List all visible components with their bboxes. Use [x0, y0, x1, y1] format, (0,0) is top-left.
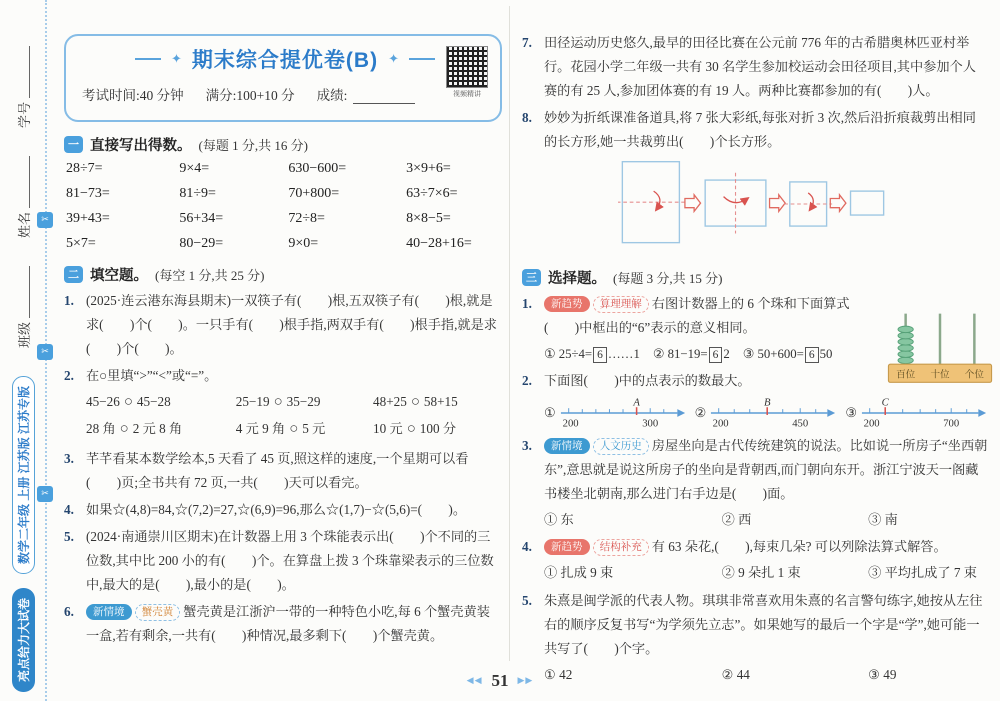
boxed-digit: 6	[593, 347, 607, 363]
topic-tag: 蟹壳黄	[135, 604, 181, 621]
new-context-tag: 新情境	[544, 438, 590, 454]
left-page-column	[64, 34, 502, 648]
item-text: (2025·连云港东海县期末)一双筷子有( )根,五双筷子有( )根,就是求( )个( )。一只手有( )根手指,两双手有( )根手指,就是求( )个( )。	[86, 293, 497, 357]
fill-item-3	[64, 447, 502, 495]
comparison-cell	[373, 416, 502, 443]
section-calc-header	[64, 134, 502, 155]
qr-code	[446, 46, 488, 88]
choice-item-4	[522, 535, 988, 585]
bead-counter-diagram	[886, 306, 994, 398]
qr-block	[444, 46, 490, 99]
option-expression: 81−19=	[667, 347, 708, 362]
compare-circle: ○	[406, 421, 416, 438]
section-choice-title: 选择题。	[548, 271, 606, 288]
item-body	[86, 364, 502, 444]
boxed-digit: 6	[709, 347, 723, 363]
compare-circle: ○	[273, 394, 283, 411]
boxed-digit: 6	[805, 347, 819, 363]
calc-problem: 80−29=	[179, 236, 224, 251]
number-line-diagram	[544, 397, 689, 431]
name-field	[14, 156, 33, 238]
item-number: 3.	[522, 438, 532, 454]
item-text: 蟹壳黄是江浙沪一带的一种特色小吃,每 6 个蟹壳黄装一盒,若有剩余,一共有( )种情况,最多剩下( )个蟹壳黄。	[86, 603, 490, 643]
item-number: 7.	[522, 35, 532, 50]
option-label: ②	[652, 347, 665, 362]
item-text: 田径运动历史悠久,最早的田径比赛在公元前 776 年的古希腊奥林匹亚村举行。花园小学二年级一共有 30 名学生参加校运动会田径项目,其中参加个人赛的有 25 人,参加团体赛的有 19 人。两种比赛都参加的有( )人。	[544, 35, 976, 99]
right-expression: 58+15	[423, 394, 458, 410]
item-text-wrap	[544, 539, 947, 554]
option-label: ①	[544, 347, 556, 362]
compare-circle: ○	[289, 421, 299, 438]
item-text: 妙妙为折纸课准备道具,将 7 张大彩纸,每张对折 3 次,然后沿折痕裁剪出相同的长方形,她一共裁剪出( )个长方形。	[544, 110, 976, 150]
item-text: 右图计数器上的 6 个珠和下面算式( )中框出的“6”表示的意义相同。	[544, 296, 850, 336]
item-text: 芊芊看某本数学绘本,5 天看了 45 页,照这样的速度,一个星期可以看( )页;全书共有 72 页,一共( )天可以看完。	[86, 450, 469, 490]
item-number: 4.	[522, 539, 532, 555]
fill-item-1	[64, 289, 502, 361]
choice-option	[653, 343, 730, 366]
item-text: 房屋坐向是古代传统建筑的说法。比如说一所房子“坐西朝东”,意思就是说这所房子的坐向是背朝西,而门朝向东开。浙江宁波天一阁藏书楼坐北朝南,那么进门右手边是( )面。	[544, 438, 988, 502]
option-label: ③	[742, 347, 755, 362]
fill-item-2	[64, 364, 502, 444]
edition-badge: 数学二年级 上册 江苏版 江苏专版	[12, 376, 35, 574]
calc-problem: 5×7=	[66, 236, 96, 251]
choice-option	[743, 343, 833, 366]
option-expression: 25÷4=	[558, 347, 593, 362]
section-fill-note: (每空 1 分,共 25 分)	[155, 268, 265, 283]
option-label: ①	[544, 405, 556, 421]
item-text-wrap	[544, 292, 876, 340]
comparison-cell	[86, 389, 236, 416]
start-tick-label: 200	[562, 418, 579, 431]
section-choice-note: (每题 3 分,共 15 分)	[613, 271, 723, 287]
binding-mark-icon: ✂	[37, 212, 53, 228]
name-blank-line	[17, 156, 30, 208]
section-choice-header	[522, 267, 988, 288]
choice-option: ① 42	[544, 666, 573, 682]
score-blank-line	[353, 91, 415, 104]
item-text: 下面图( )中的点表示的数最大。	[544, 373, 751, 389]
end-tick-label: 300	[641, 418, 658, 431]
choice-option: ① 扎成 9 束	[544, 565, 614, 581]
item-number: 6.	[64, 603, 74, 619]
calc-problem: 56+34=	[179, 211, 224, 226]
title-left-line	[135, 58, 161, 60]
option-remainder: 2	[723, 347, 730, 362]
title-right-arrow-icon: ✦	[388, 51, 399, 67]
left-expression: 28 角	[86, 421, 116, 437]
title-right-line	[409, 58, 435, 60]
option-expression: 50+600=	[757, 347, 804, 362]
end-tick-label: 450	[792, 418, 809, 431]
topic-tag: 结构补充	[593, 539, 649, 556]
section-choice-marker: 三	[522, 269, 541, 286]
item-number: 2.	[64, 368, 74, 384]
compare-circle: ○	[410, 394, 420, 411]
item-body	[86, 600, 502, 648]
right-expression: 45−28	[136, 394, 171, 410]
left-expression: 25−19	[235, 394, 270, 410]
new-context-tag: 新情境	[86, 604, 132, 620]
calc-problem: 63÷7×6=	[406, 186, 458, 201]
option-label: ②	[694, 405, 707, 421]
calc-problem: 9×0=	[288, 236, 319, 251]
left-expression: 4 元 9 角	[235, 421, 286, 437]
choice-option: ① 东	[544, 512, 574, 528]
compare-circle: ○	[119, 421, 129, 438]
page-footer	[0, 671, 1000, 691]
calc-problem: 3×9+6=	[406, 161, 451, 176]
class-blank-line	[17, 266, 30, 318]
point-label: B	[764, 397, 771, 409]
choice-option: ③ 南	[868, 512, 898, 528]
start-tick-label: 200	[863, 418, 880, 431]
choice-options-row	[544, 508, 988, 532]
left-expression: 48+25	[373, 394, 407, 410]
number-line-diagram	[845, 397, 990, 431]
item-text: 如果☆(4,8)=84,☆(7,2)=27,☆(6,9)=96,那么☆(1,7)−☆(5,6)=( )。	[86, 501, 467, 517]
start-tick-label: 200	[712, 418, 729, 431]
title-row	[82, 44, 488, 74]
fill-item-5	[64, 525, 502, 597]
exam-meta-row	[82, 84, 488, 104]
calc-problem: 630−600=	[288, 161, 347, 176]
calc-problem: 9×4=	[179, 161, 210, 176]
number-lines-row	[544, 397, 990, 431]
binding-mark-icon: ✂	[37, 344, 53, 360]
section-calc-marker: 一	[64, 136, 83, 153]
class-field	[14, 266, 33, 348]
exam-title-box	[64, 34, 502, 122]
score-label: 成绩:	[316, 88, 348, 103]
item-body	[544, 434, 988, 532]
comparison-cell	[236, 389, 373, 416]
hundreds-label: 百位	[896, 369, 916, 381]
point-label: A	[633, 397, 640, 409]
item-number: 2.	[522, 373, 532, 389]
paper-folding-diagram	[618, 158, 988, 255]
compare-circle: ○	[123, 394, 133, 411]
binding-mark-icon: ✂	[37, 486, 53, 502]
left-expression: 45−26	[86, 394, 120, 410]
fill-item-6	[64, 600, 502, 648]
right-expression: 35−29	[286, 394, 321, 410]
choice-option: ③ 平均扎成了 7 束	[868, 565, 977, 581]
prev-page-icon: ◀◀	[466, 676, 483, 686]
left-expression: 10 元	[373, 421, 403, 437]
calc-problem: 28÷7=	[66, 161, 103, 176]
class-label: 班级	[16, 321, 32, 348]
choice-options-row	[544, 343, 884, 366]
ones-label: 个位	[964, 369, 984, 381]
item-number: 3.	[64, 450, 74, 466]
section-fill-title: 填空题。	[90, 268, 148, 284]
item-text: 有 63 朵花,( ),每束几朵? 可以列除法算式解答。	[651, 539, 947, 555]
student-id-field	[14, 46, 33, 128]
item-text: 在○里填“>”“<”或“=”。	[86, 368, 218, 384]
sidebar-rotated-strip	[3, 0, 43, 692]
exam-time-label: 考试时间:40 分钟	[82, 88, 184, 103]
calc-problem: 40−28+16=	[406, 236, 472, 251]
item-number: 5.	[522, 592, 532, 608]
page-gutter-line	[509, 6, 510, 661]
comparison-row	[86, 389, 502, 416]
option-remainder: 50	[819, 347, 833, 362]
choice-options-row	[544, 561, 988, 585]
end-tick-label: 700	[943, 418, 960, 431]
calc-problem: 8×8−5=	[406, 211, 451, 226]
calc-problem-grid	[66, 161, 502, 252]
qr-caption: 视频精讲	[453, 90, 481, 98]
calc-problem: 39+43=	[66, 211, 110, 226]
comparison-rows	[86, 389, 502, 444]
option-label: ③	[845, 405, 857, 421]
item-number: 8.	[522, 110, 532, 126]
calc-problem: 70+800=	[288, 186, 340, 201]
next-page-icon: ▶▶	[517, 676, 534, 686]
right-page-column	[522, 28, 988, 687]
item-body	[544, 535, 988, 585]
name-label: 姓名	[16, 211, 32, 238]
option-remainder: ……1	[607, 347, 640, 362]
calc-problem: 81÷9=	[179, 186, 216, 201]
student-id-blank-line	[17, 46, 30, 98]
section-fill-marker: 二	[64, 266, 83, 283]
comparison-cell	[373, 389, 502, 416]
choice-option: ③ 49	[868, 666, 897, 682]
title-left-arrow-icon: ✦	[171, 51, 182, 67]
fill-item-8	[522, 106, 988, 154]
section-fill-header	[64, 264, 502, 285]
section-calc-note: (每题 1 分,共 16 分)	[198, 138, 308, 153]
item-number: 1.	[522, 296, 532, 312]
right-expression: 2 元 8 角	[132, 421, 183, 437]
page-number: 51	[491, 671, 509, 690]
topic-tag: 人文历史	[593, 438, 649, 455]
right-expression: 5 元	[302, 421, 326, 437]
left-margin-sidebar	[0, 0, 58, 701]
choice-item-3	[522, 434, 988, 532]
item-text-wrap	[544, 438, 987, 501]
item-number: 4.	[64, 501, 74, 517]
item-number: 5.	[64, 528, 74, 544]
choice-option	[544, 343, 640, 366]
item-text: 朱熹是闽学派的代表人物。琪琪非常喜欢用朱熹的名言警句练字,她按从左往右的顺序反复书写“为学须先立志”。如果她写的最后一个字是“学”,她可能一共写了( )个字。	[544, 592, 983, 656]
new-trend-tag: 新趋势	[544, 539, 590, 555]
calc-problem: 81−73=	[66, 186, 110, 201]
choice-option: ② 44	[721, 666, 750, 682]
series-badge: 亮点给力大试卷	[12, 588, 35, 692]
page-title: 期末综合提优卷(B)	[191, 49, 379, 72]
section-calc-title: 直接写出得数。	[90, 138, 192, 154]
tens-label: 十位	[930, 369, 950, 381]
choice-option: ② 西	[721, 512, 752, 528]
choice-option: ② 9 朵扎 1 束	[721, 565, 801, 581]
item-text: (2024·南通崇川区期末)在计数器上用 3 个珠能表示出( )个不同的三位数,其中比 200 小的有( )个。在算盘上拨 3 个珠靠梁表示的三位数中,最大的是( ),最小的是( )。	[86, 528, 494, 592]
new-trend-tag: 新趋势	[544, 296, 590, 312]
comparison-row	[86, 416, 502, 443]
full-score-label: 满分:100+10 分	[205, 88, 295, 103]
item-number: 1.	[64, 293, 74, 308]
student-id-label: 学号	[16, 101, 32, 128]
calc-problem: 72÷8=	[288, 211, 325, 226]
topic-tag: 算理理解	[593, 296, 649, 313]
comparison-cell	[236, 416, 373, 443]
number-line-diagram	[695, 397, 840, 431]
fill-item-7	[522, 31, 988, 103]
fill-item-4	[64, 498, 502, 522]
comparison-cell	[86, 416, 236, 443]
point-label: C	[881, 397, 889, 409]
right-expression: 100 分	[419, 421, 457, 437]
